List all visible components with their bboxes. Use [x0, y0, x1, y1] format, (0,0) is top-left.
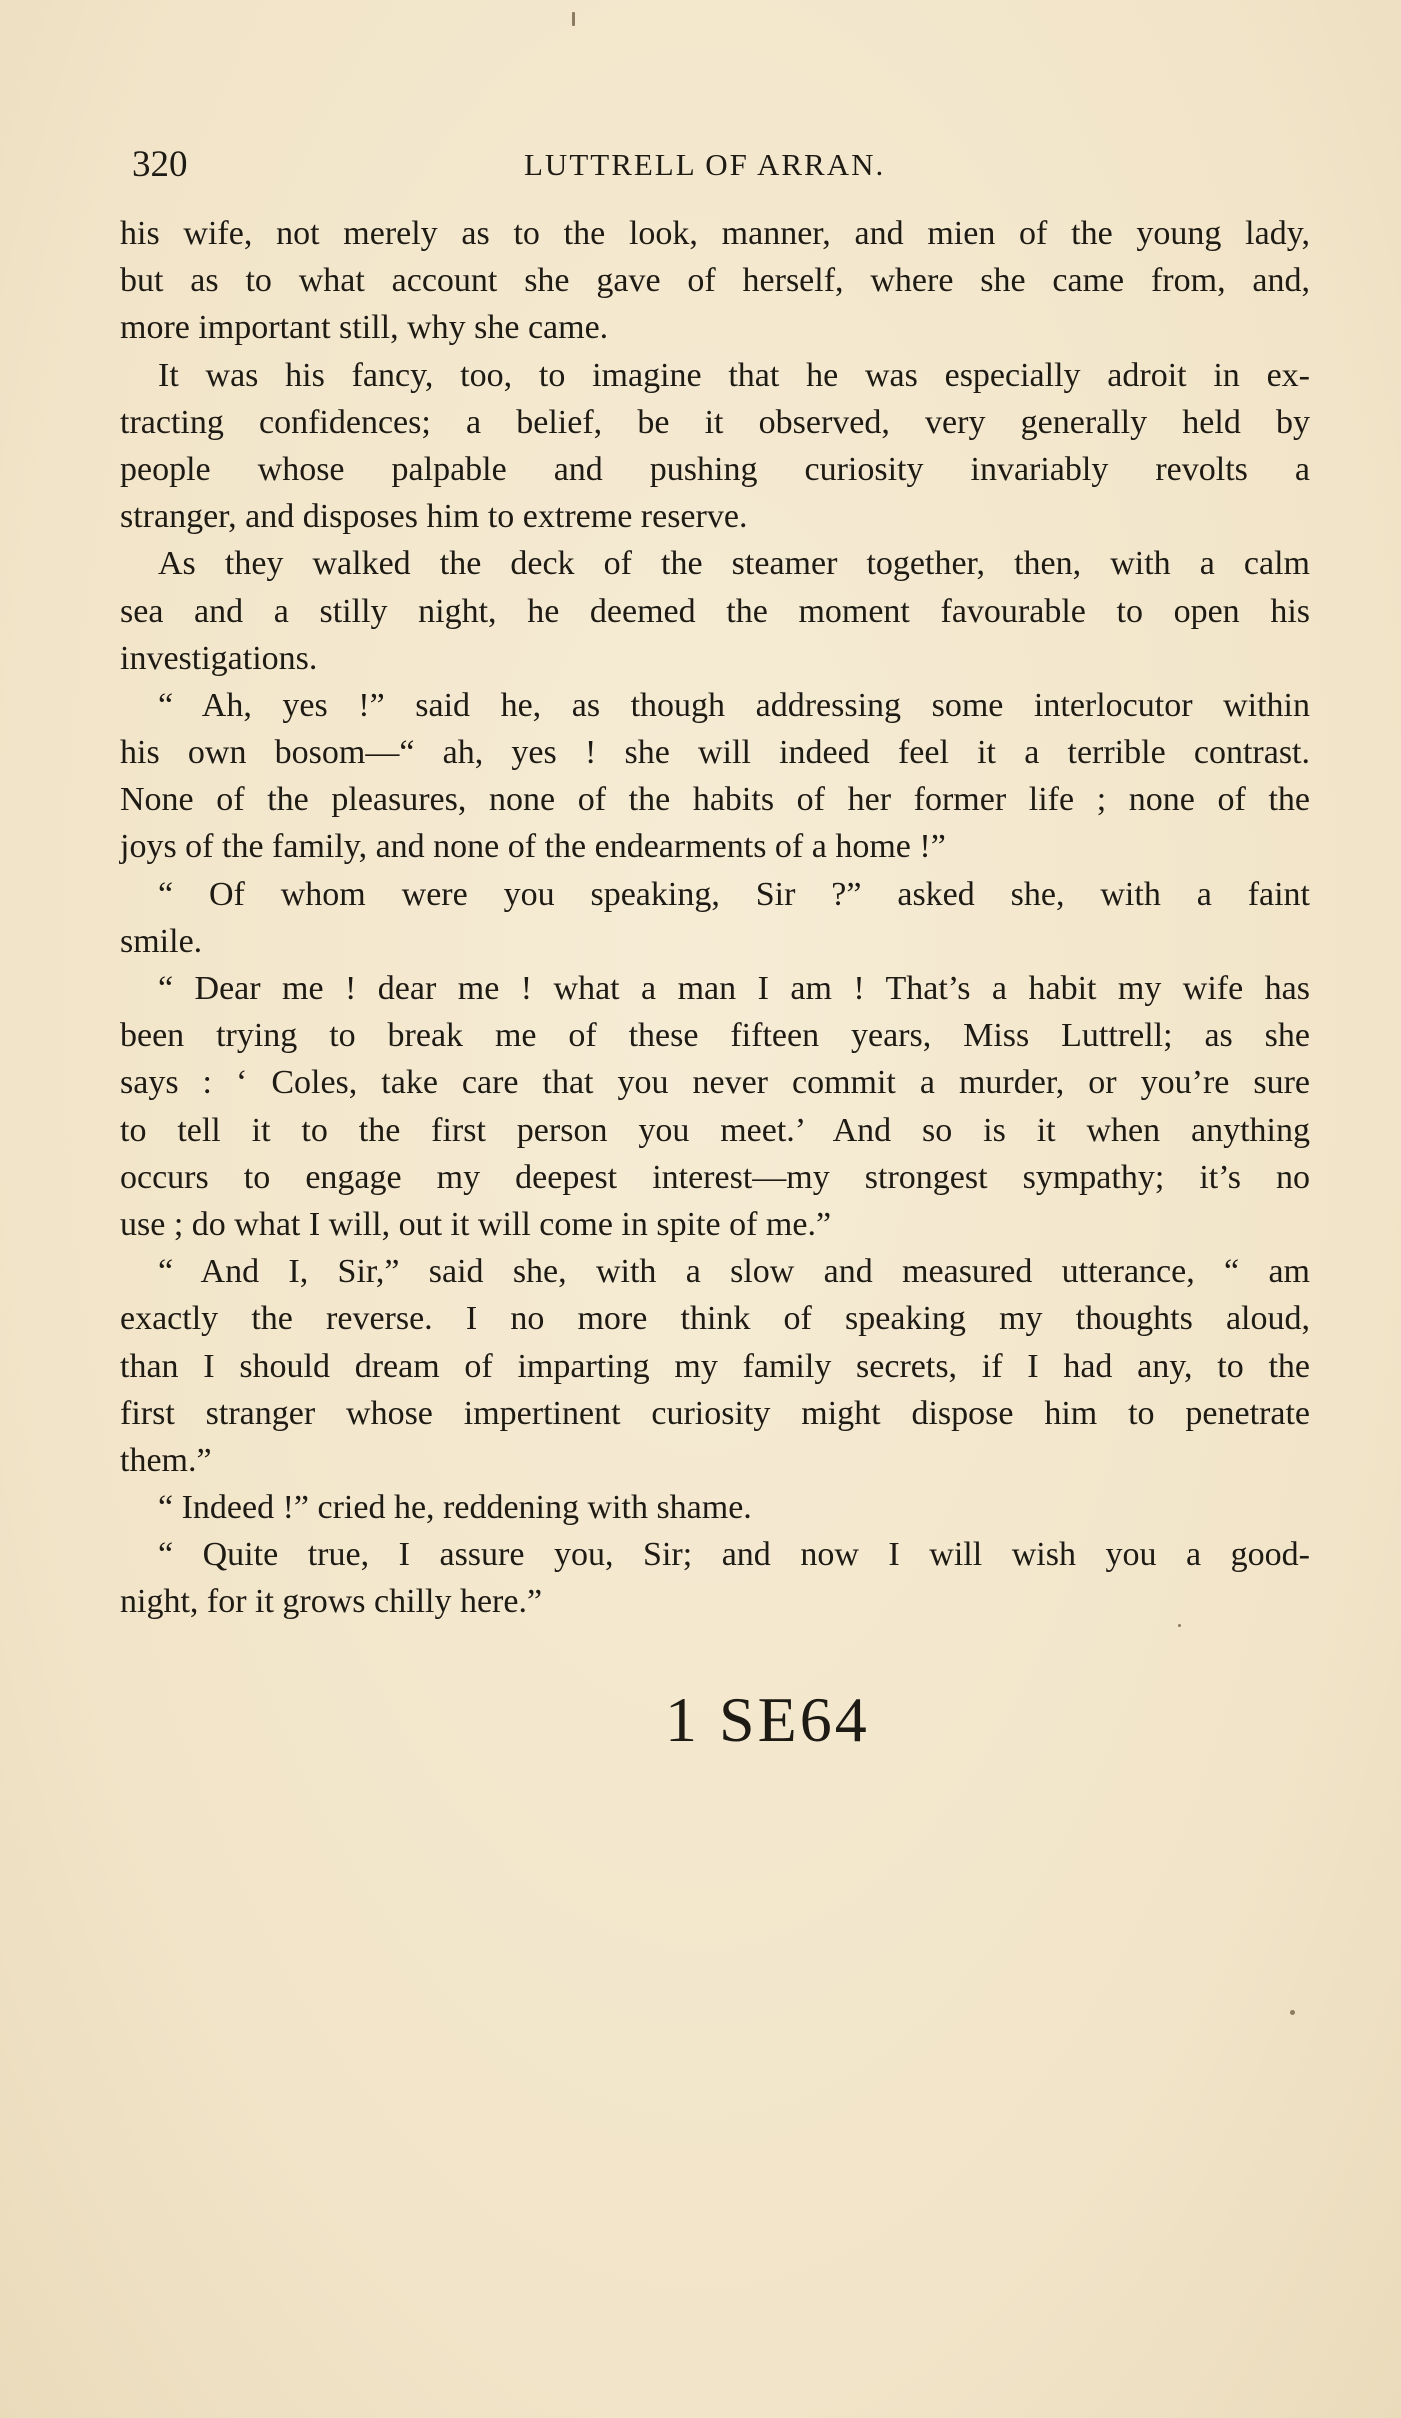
paper-speck	[1178, 1624, 1181, 1627]
page-number: 320	[132, 144, 188, 185]
text-line: them.”	[120, 1441, 212, 1479]
text-line: his own bosom—“ ah, yes ! she will indeed feel it a terrible contrast.	[120, 734, 1310, 772]
text-line: “ Quite true, I assure you, Sir; and now I will wish you a good-	[158, 1536, 1310, 1574]
text-line: than I should dream of imparting my family secrets, if I had any, to the	[120, 1347, 1310, 1385]
text-line: been trying to break me of these fifteen years, Miss Luttrell; as she	[120, 1017, 1310, 1055]
text-line: “ Indeed !” cried he, reddening with shame.	[158, 1489, 752, 1527]
page-body-text	[120, 210, 1310, 1626]
text-line: As they walked the deck of the steamer together, then, with a calm	[158, 545, 1310, 583]
text-line: “ Of whom were you speaking, Sir ?” asked she, with a faint	[158, 875, 1310, 913]
text-line: sea and a stilly night, he deemed the moment favourable to open his	[120, 592, 1310, 630]
text-line: “ Dear me ! dear me ! what a man I am ! That’s a habit my wife has	[158, 970, 1310, 1007]
text-line: It was his fancy, too, to imagine that he was especially adroit in ex-	[158, 356, 1310, 394]
text-line: exactly the reverse. I no more think of speaking my thoughts aloud,	[120, 1300, 1310, 1338]
text-line: more important still, why she came.	[120, 309, 609, 347]
text-line: his wife, not merely as to the look, manner, and mien of the young lady,	[120, 215, 1310, 252]
text-line: first stranger whose impertinent curiosity might dispose him to penetrate	[120, 1394, 1310, 1432]
text-line: tracting confidences; a belief, be it observed, very generally held by	[120, 403, 1310, 441]
text-line: people whose palpable and pushing curiosity invariably revolts a	[120, 450, 1310, 488]
text-line: smile.	[120, 922, 203, 960]
printer-signature-mark: 1 SE64	[665, 1684, 870, 1755]
text-line: night, for it grows chilly here.”	[120, 1583, 543, 1621]
text-line: but as to what account she gave of herself, where she came from, and,	[120, 262, 1310, 300]
paper-speck	[1290, 2010, 1295, 2015]
text-line: “ And I, Sir,” said she, with a slow and measured utterance, “ am	[158, 1253, 1310, 1291]
text-line: investigations.	[120, 639, 318, 677]
text-line: use ; do what I will, out it will come in spite of me.”	[120, 1205, 832, 1243]
text-line: stranger, and disposes him to extreme reserve.	[120, 498, 748, 536]
page-header	[132, 135, 1312, 195]
paper-speck	[572, 12, 575, 26]
running-head: LUTTRELL OF ARRAN.	[524, 147, 886, 182]
text-line: occurs to engage my deepest interest—my strongest sympathy; it’s no	[120, 1158, 1310, 1196]
text-line: None of the pleasures, none of the habits of her former life ; none of the	[120, 781, 1310, 819]
text-line: “ Ah, yes !” said he, as though addressing some interlocutor within	[158, 686, 1310, 724]
text-line: says : ‘ Coles, take care that you never commit a murder, or you’re sure	[120, 1064, 1310, 1102]
text-line: joys of the family, and none of the endearments of a home !”	[120, 828, 946, 866]
text-line: to tell it to the first person you meet.’ And so is it when anything	[120, 1111, 1310, 1149]
